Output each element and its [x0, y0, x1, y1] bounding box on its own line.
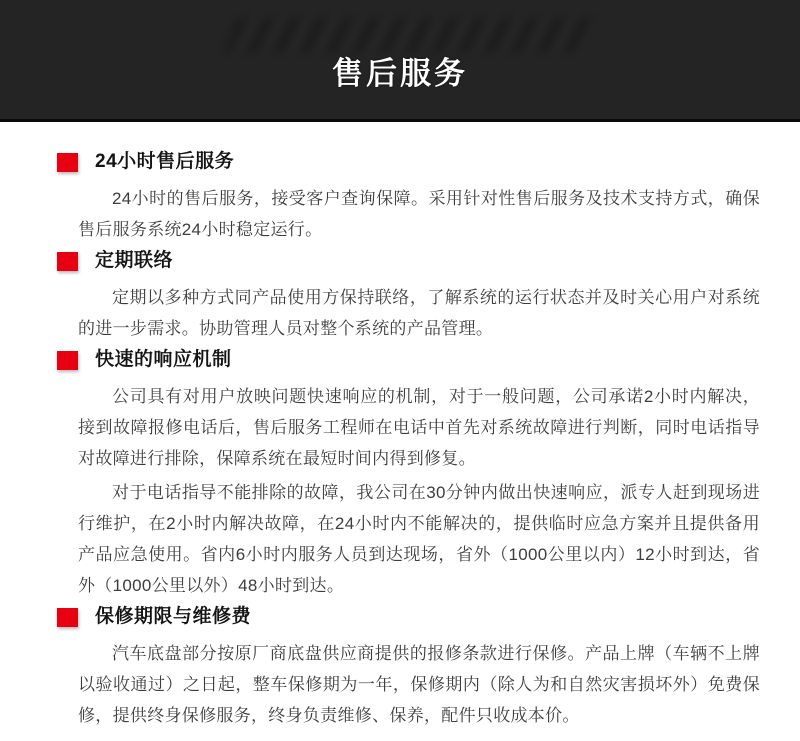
service-section: [57, 605, 760, 731]
section-paragraph: 公司具有对用户放映问题快速响应的机制，对于一般问题，公司承诺2小时内解决，接到故障报修电话后，售后服务工程师在电话中首先对系统故障进行判断，同时电话指导对故障进行排除，保障系统在最短时间内得到修复。: [78, 387, 760, 468]
service-section: [57, 348, 760, 601]
page-title: 售后服务: [332, 56, 468, 91]
red-square-bullet-icon: [57, 252, 78, 271]
section-heading: 定期联络: [95, 250, 174, 271]
red-square-bullet-icon: [57, 608, 78, 627]
section-paragraph: 汽车底盘部分按原厂商底盘供应商提供的报修条款进行保修。产品上牌（车辆不上牌以验收通过）之日起，整车保修期为一年，保修期内（除人为和自然灾害损坏外）免费保修，提供终身保修服务，终身负责维修、保养，配件只收成本价。: [78, 644, 760, 725]
page-header: [0, 0, 800, 122]
section-paragraph: 24小时的售后服务，接受客户查询保障。采用针对性售后服务及技术支持方式，确保售后服务系统24小时稳定运行。: [78, 189, 760, 239]
red-square-bullet-icon: [57, 153, 78, 172]
section-heading-row: [57, 348, 760, 372]
section-heading-row: [57, 605, 760, 629]
sections-container: [0, 122, 800, 731]
section-heading: 保修期限与维修费: [95, 606, 252, 627]
section-heading: 快速的响应机制: [95, 349, 232, 370]
section-paragraph: 对于电话指导不能排除的故障，我公司在30分钟内做出快速响应，派专人赶到现场进行维护，在2小时内解决故障，在24小时内不能解决的，提供临时应急方案并且提供备用产品应急使用。省内6小时内服务人员到达现场，省外（1000公里以内）12小时到达，省外（1000公里以外）48小时到达。: [78, 483, 760, 595]
red-square-bullet-icon: [57, 351, 78, 370]
service-section: [57, 150, 760, 245]
section-heading-row: [57, 249, 760, 273]
service-section: [57, 249, 760, 344]
watermark: [224, 18, 595, 52]
section-paragraph: 定期以多种方式同产品使用方保持联络，了解系统的运行状态并及时关心用户对系统的进一步需求。协助管理人员对整个系统的产品管理。: [78, 288, 760, 338]
section-heading: 24小时售后服务: [95, 151, 235, 172]
section-heading-row: [57, 150, 760, 174]
